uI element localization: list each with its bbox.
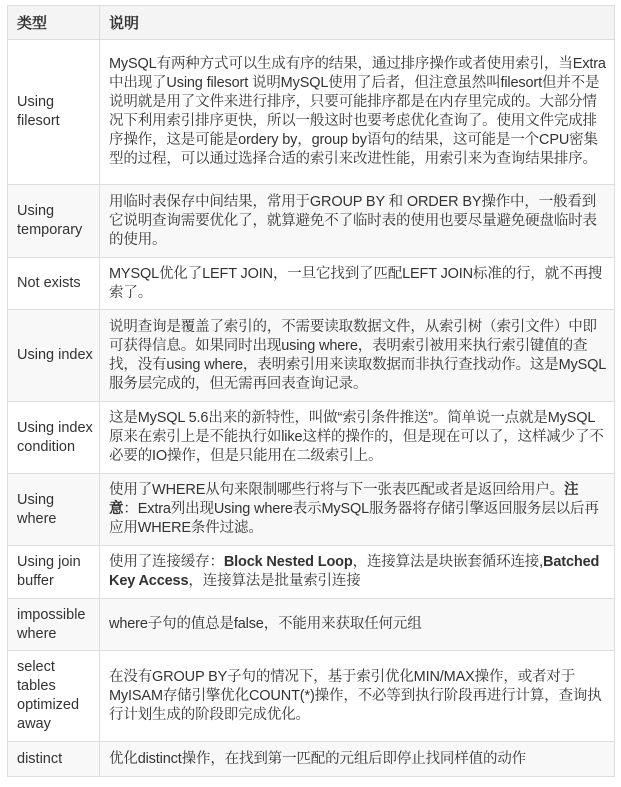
row-description-cell: MYSQL优化了LEFT JOIN，一旦它找到了匹配LEFT JOIN标准的行，就不再搜索了。 (100, 258, 615, 310)
row-description-cell: MySQL有两种方式可以生成有序的结果，通过排序操作或者使用索引，当Extra中出现了Using filesort 说明MySQL使用了后者，但注意虽然叫filesort但并不是说明就是用了文件来进行排序，只要可能排序都是在内存里完成的。大部分情况下利用索引排序更快，所以一般这时也要考虑优化查询了。使用文件完成排序操作，这是可能是ordery by，group by语句的结果，这可能是一个CPU密集型的过程，可以通过选择合适的索引来改进性能，用索引来为查询结果排序。 (100, 40, 615, 185)
table-row (8, 402, 615, 474)
desc-bold-term: Batched Key Access (109, 554, 600, 589)
row-type-cell: Using index condition (8, 402, 100, 474)
row-description-cell: 用临时表保存中间结果，常用于GROUP BY 和 ORDER BY操作中，一般看到它说明查询需要优化了，就算避免不了临时表的使用也要尽量避免硬盘临时表的使用。 (100, 185, 615, 258)
table-row (8, 40, 615, 185)
row-description-cell (100, 546, 615, 599)
desc-text: ：Extra列出现Using where表示MySQL服务器将存储引擎返回服务层以后再应用WHERE条件过滤。 (109, 501, 599, 536)
table-row (8, 546, 615, 599)
desc-bold-term: Block Nested Loop (223, 554, 353, 570)
row-type-cell: distinct (8, 742, 100, 777)
row-type-cell: select tables optimized away (8, 651, 100, 742)
row-type-cell: Not exists (8, 258, 100, 310)
row-description-cell: 说明查询是覆盖了索引的，不需要读取数据文件，从索引树（索引文件）中即可获得信息。如果同时出现using where，表明索引被用来执行索引键值的查找，没有using where，表明索引用来读取数据而非执行查找动作。这是MySQL服务层完成的，但无需再回表查询记录。 (100, 310, 615, 402)
desc-text: 使用了WHERE从句来限制哪些行将与下一张表匹配或者是返回给用户。 (109, 482, 565, 498)
row-type-cell: Using join buffer (8, 546, 100, 599)
extra-info-table (7, 5, 615, 777)
table-row (8, 651, 615, 742)
column-header-description: 说明 (100, 6, 615, 40)
row-description-cell: 在没有GROUP BY子句的情况下，基于索引优化MIN/MAX操作，或者对于MyISAM存储引擎优化COUNT(*)操作，不必等到执行阶段再进行计算，查询执行计划生成的阶段即完成优化。 (100, 651, 615, 742)
row-type-cell: Using temporary (8, 185, 100, 258)
row-description-cell (100, 474, 615, 546)
desc-text: 使用了连接缓存： (109, 554, 224, 570)
row-type-cell: Using index (8, 310, 100, 402)
table-row (8, 185, 615, 258)
row-description-cell: 这是MySQL 5.6出来的新特性，叫做“索引条件推送”。简单说一点就是MySQL原来在索引上是不能执行如like这样的操作的，但是现在可以了，这样减少了不必要的IO操作，但是只能用在二级索引上。 (100, 402, 615, 474)
row-description-cell: where子句的值总是false，不能用来获取任何元组 (100, 599, 615, 651)
desc-text: ，连接算法是块嵌套循环连接, (352, 554, 544, 570)
row-type-cell: Using filesort (8, 40, 100, 185)
table-row (8, 742, 615, 777)
table-row (8, 474, 615, 546)
table-row (8, 258, 615, 310)
document-body (7, 5, 614, 777)
desc-text: ，连接算法是批量索引连接 (188, 573, 361, 589)
row-description-cell: 优化distinct操作，在找到第一匹配的元组后即停止找同样值的动作 (100, 742, 615, 777)
table-row (8, 310, 615, 402)
table-header-row (8, 6, 615, 40)
row-type-cell: impossible where (8, 599, 100, 651)
column-header-type: 类型 (8, 6, 100, 40)
desc-bold-note: 注意 (109, 482, 579, 517)
row-type-cell: Using where (8, 474, 100, 546)
table-row (8, 599, 615, 651)
